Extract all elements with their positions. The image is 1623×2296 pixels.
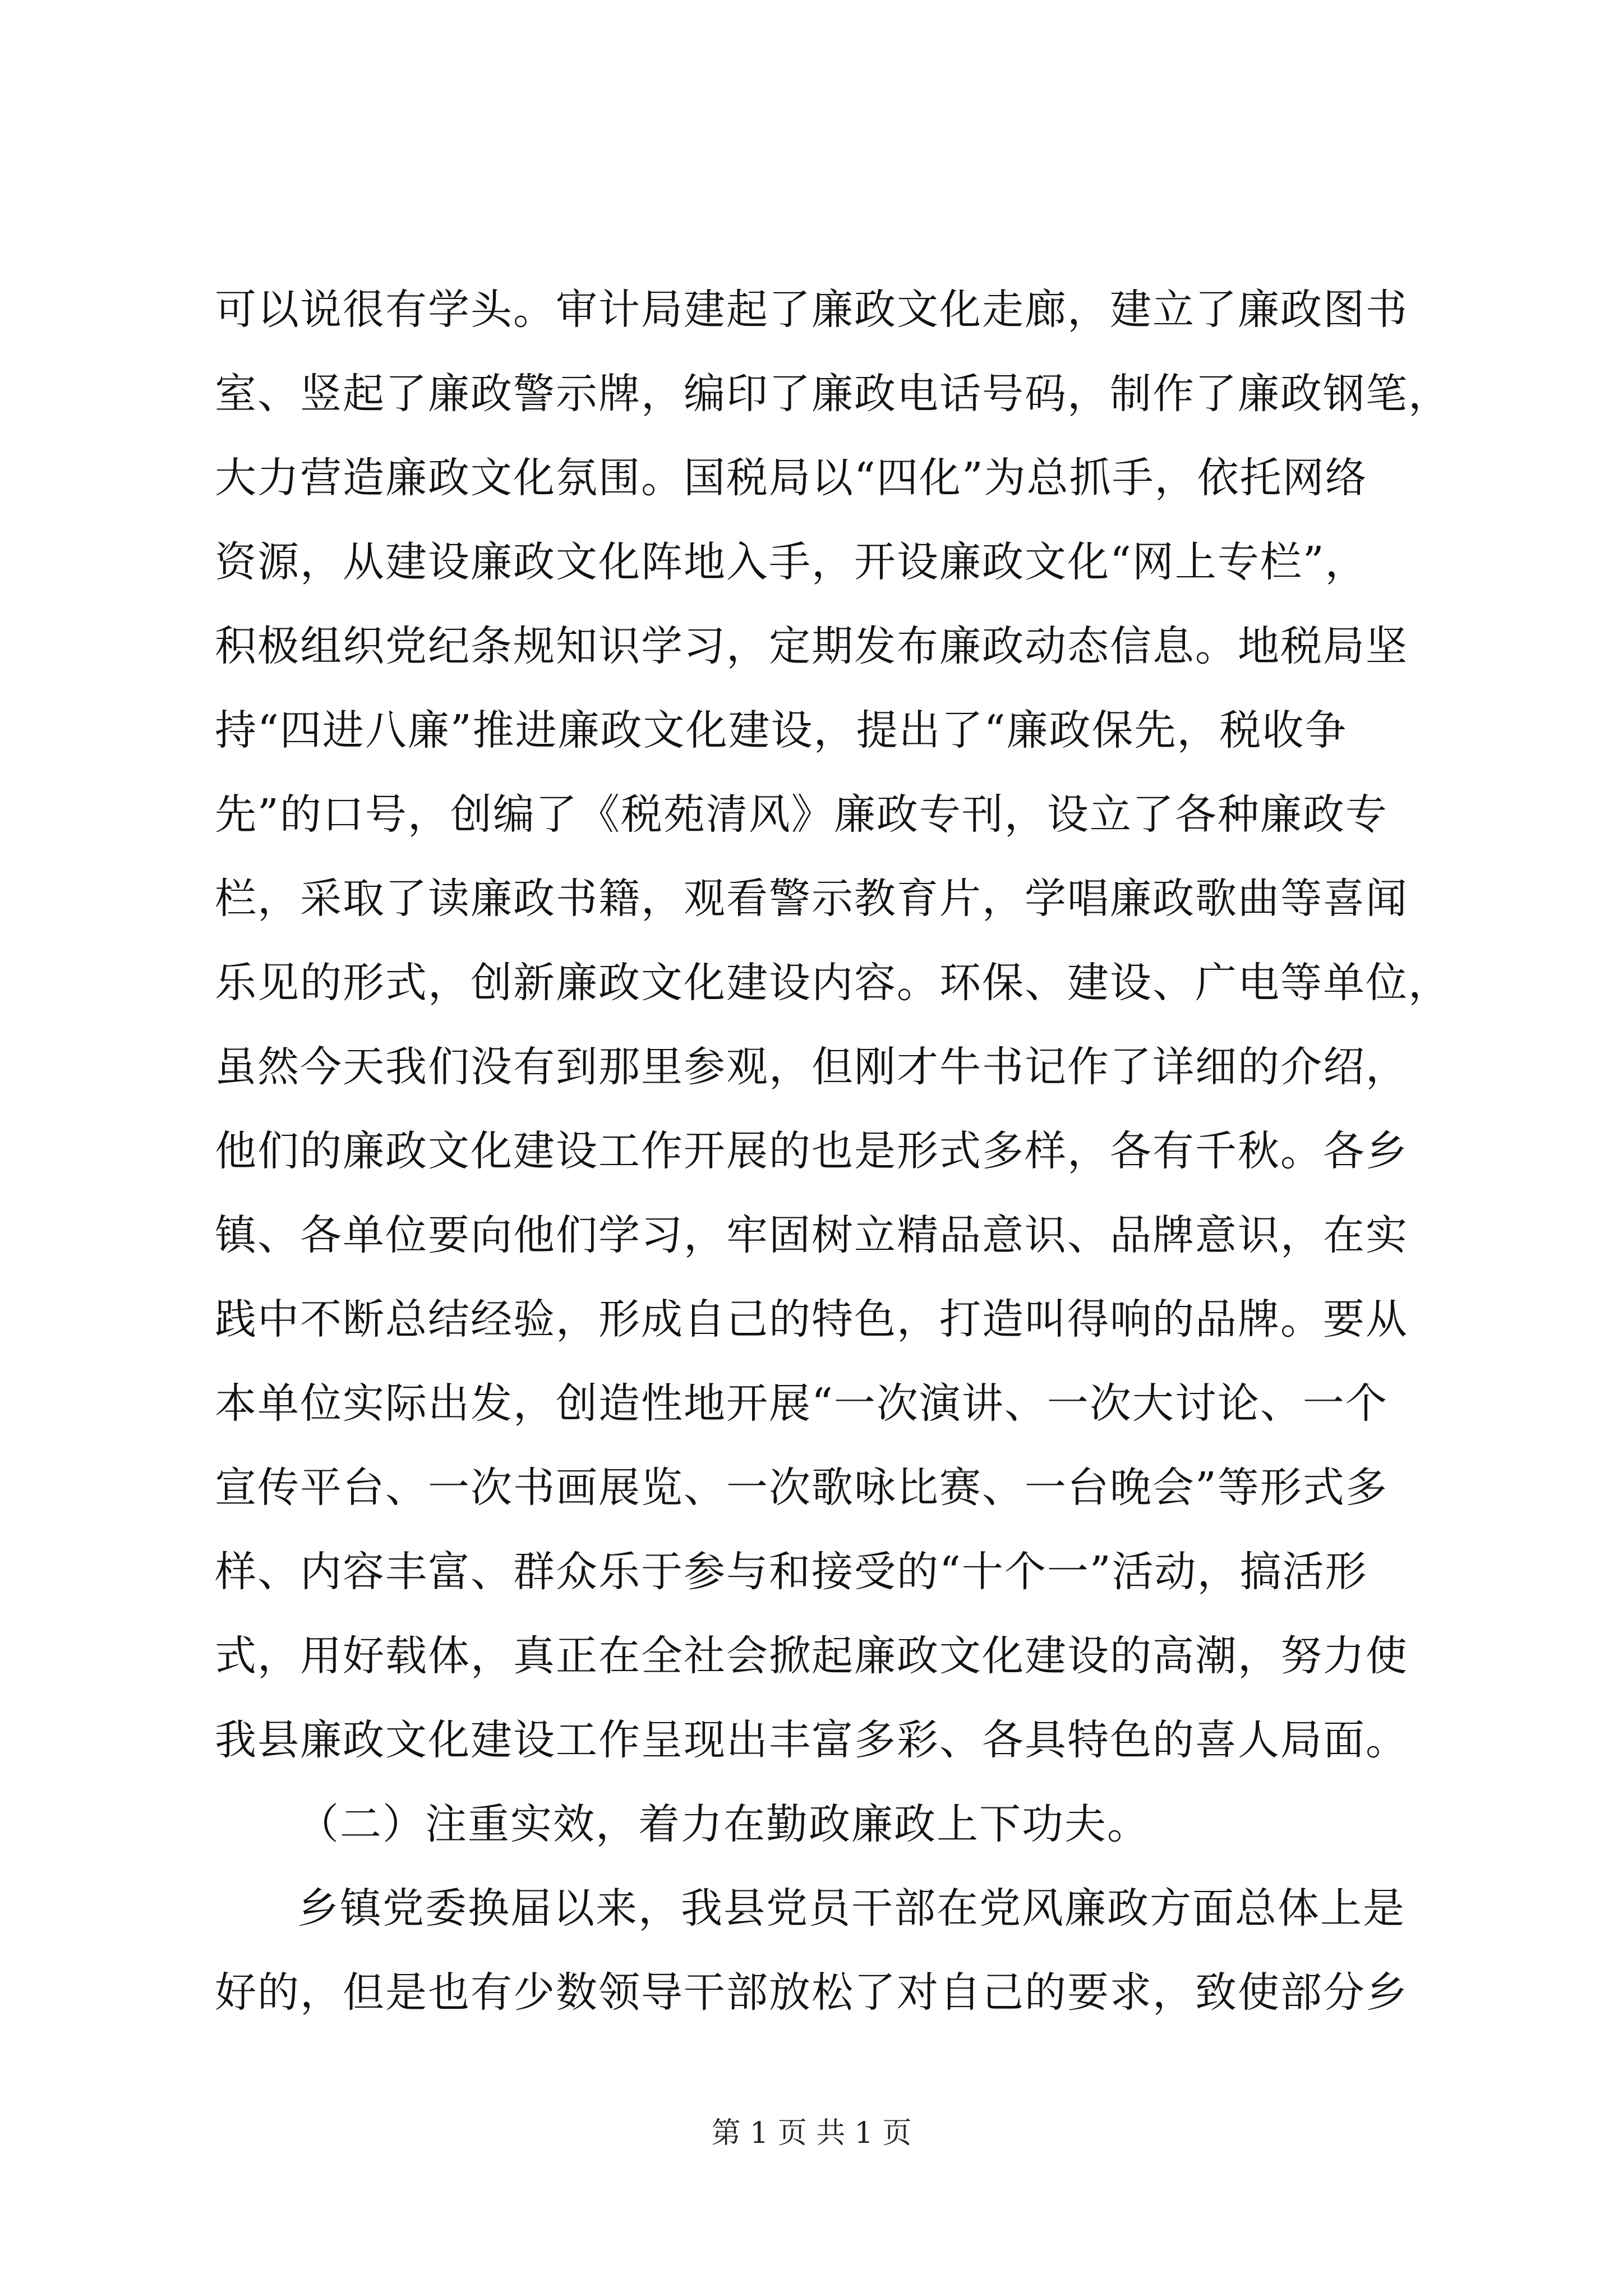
text-line: 本单位实际出发，创造性地开展“一次演讲、一次大讨论、一个 bbox=[215, 1379, 1388, 1428]
text-line: 样、内容丰富、群众乐于参与和接受的“十个一”活动，搞活形 bbox=[215, 1548, 1368, 1596]
text-line: 式，用好载体，真正在全社会掀起廉政文化建设的高潮，努力使 bbox=[215, 1632, 1408, 1680]
section-heading: （二）注重实效，着力在勤政廉政上下功夫。 bbox=[297, 1800, 1150, 1848]
text-line: 持“四进八廉”推进廉政文化建设，提出了“廉政保先，税收争 bbox=[215, 706, 1348, 754]
text-line: 大力营造廉政文化氛围。国税局以“四化”为总抓手，依托网络 bbox=[215, 454, 1368, 502]
text-line: 乡镇党委换届以来，我县党员干部在党风廉政方面总体上是 bbox=[297, 1884, 1405, 1932]
text-line: 积极组织党纪条规知识学习，定期发布廉政动态信息。地税局坚 bbox=[215, 622, 1408, 670]
text-line: 他们的廉政文化建设工作开展的也是形式多样，各有千秋。各乡 bbox=[215, 1127, 1408, 1175]
text-line: 栏，采取了读廉政书籍，观看警示教育片，学唱廉政歌曲等喜闻 bbox=[215, 875, 1408, 923]
text-line: 宣传平台、一次书画展览、一次歌咏比赛、一台晚会”等形式多 bbox=[215, 1464, 1388, 1512]
page-footer: 第 1 页 共 1 页 bbox=[711, 2116, 912, 2150]
text-line: 虽然今天我们没有到那里参观，但刚才牛书记作了详细的介绍， bbox=[215, 1043, 1408, 1091]
text-line: 资源，从建设廉政文化阵地入手，开设廉政文化“网上专栏”， bbox=[215, 538, 1368, 586]
text-line: 我县廉政文化建设工作呈现出丰富多彩、各具特色的喜人局面。 bbox=[215, 1716, 1408, 1764]
text-line: 好的，但是也有少数领导干部放松了对自己的要求，致使部分乡 bbox=[215, 1968, 1408, 2017]
text-line: 室、竖起了廉政警示牌，编印了廉政电话号码，制作了廉政钢笔， bbox=[215, 370, 1451, 418]
text-line: 践中不断总结经验，形成自己的特色，打造叫得响的品牌。要从 bbox=[215, 1295, 1408, 1343]
text-line: 先”的口号，创编了《税苑清风》廉政专刊，设立了各种廉政专 bbox=[215, 790, 1388, 839]
text-line: 可以说很有学头。审计局建起了廉政文化走廊，建立了廉政图书 bbox=[215, 286, 1408, 334]
text-line: 乐见的形式，创新廉政文化建设内容。环保、建设、广电等单位， bbox=[215, 959, 1451, 1007]
text-line: 镇、各单位要向他们学习，牢固树立精品意识、品牌意识，在实 bbox=[215, 1211, 1408, 1259]
